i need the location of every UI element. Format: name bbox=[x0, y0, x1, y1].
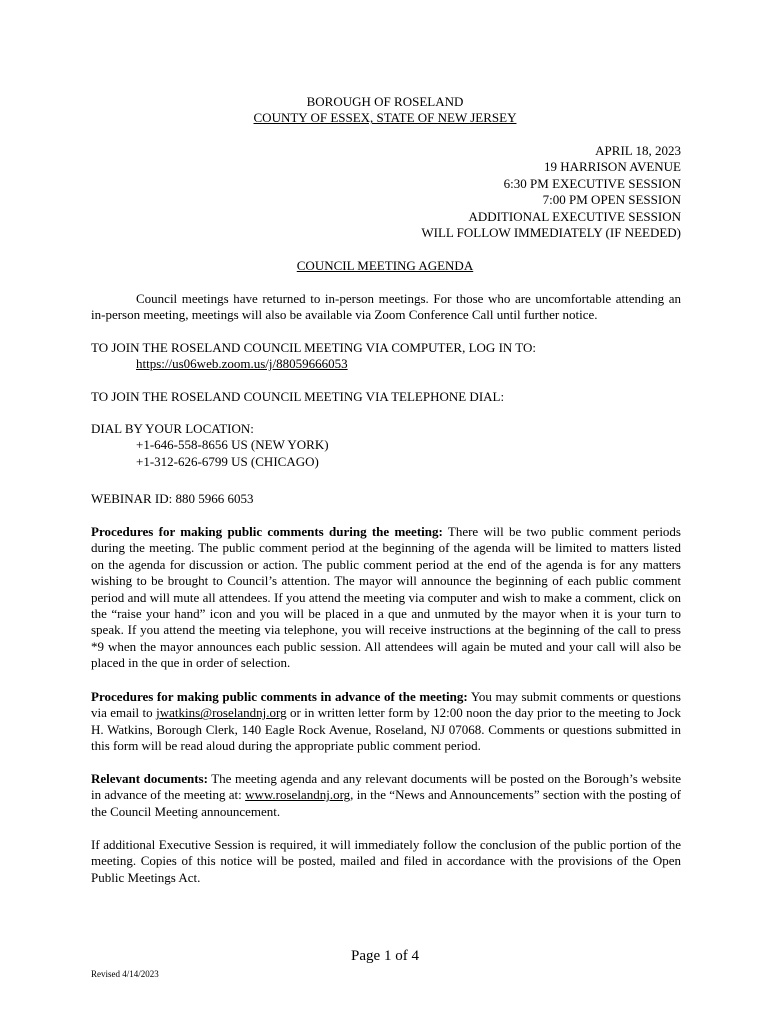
intro-paragraph: Council meetings have returned to in-person meetings. For those who are uncomfortable attending an in-person meeting, meetings will also be available via Zoom Conference Call until further notice. bbox=[91, 291, 681, 323]
procedures-advance-text-2: or in written letter form by 12:00 noon the day prior to the meeting to Jock H. Watkins, Borough Clerk, 140 Eagle Rock Avenue, Roseland, NJ 07068. Comments or questions submitted in this form will be read aloud during the appropriate public comment period. bbox=[91, 705, 682, 754]
phone-new-york: +1-646-558-8656 US (NEW YORK) bbox=[136, 437, 329, 453]
relevant-docs-text-2: , in the “News and Announcements” section with the posting of the Council Meeting announcement. bbox=[91, 787, 682, 819]
procedures-meeting-heading: Procedures for making public comments during the meeting: bbox=[91, 524, 443, 539]
webinar-id: WEBINAR ID: 880 5966 6053 bbox=[91, 491, 254, 506]
additional-session-note-2: WILL FOLLOW IMMEDIATELY (IF NEEDED) bbox=[421, 225, 681, 241]
relevant-docs-paragraph bbox=[91, 771, 681, 820]
meeting-info bbox=[421, 143, 681, 241]
header-county: COUNTY OF ESSEX, STATE OF NEW JERSEY bbox=[253, 110, 517, 126]
computer-join-label: TO JOIN THE ROSELAND COUNCIL MEETING VIA COMPUTER, LOG IN TO: bbox=[91, 340, 537, 355]
page-number: Page 1 of 4 bbox=[351, 948, 419, 964]
additional-session-note: ADDITIONAL EXECUTIVE SESSION bbox=[468, 208, 681, 224]
relevant-docs-heading: Relevant documents: bbox=[91, 771, 208, 786]
revision-date: Revised 4/14/2023 bbox=[91, 969, 159, 979]
header-borough: BOROUGH OF ROSELAND bbox=[306, 94, 464, 109]
dial-label: DIAL BY YOUR LOCATION: bbox=[91, 421, 254, 436]
open-session-time: 7:00 PM OPEN SESSION bbox=[542, 192, 681, 208]
executive-session-time: 6:30 PM EXECUTIVE SESSION bbox=[503, 175, 681, 191]
procedures-meeting-paragraph bbox=[91, 524, 681, 672]
procedures-advance-heading: Procedures for making public comments in advance of the meeting: bbox=[91, 689, 468, 704]
telephone-join-label: TO JOIN THE ROSELAND COUNCIL MEETING VIA TELEPHONE DIAL: bbox=[91, 389, 505, 404]
procedures-advance-paragraph bbox=[91, 689, 681, 755]
agenda-title: COUNCIL MEETING AGENDA bbox=[296, 258, 474, 273]
computer-join-section bbox=[91, 340, 681, 373]
procedures-meeting-text: There will be two public comment periods during the meeting. The public comment period at the beginning of the agenda will be limited to matters listed on the agenda for discussion or action. The public comment period at the end of the agenda is for any matters wishing to be brought to Council’s attention. The mayor will announce the beginning of each public comment period and will mute all attendees. If you attend the meeting via computer and wish to make a comment, click on the “raise your hand” icon and you will be placed in a que and unmuted by the mayor when it is your turn to speak. If you attend the meeting via telephone, you will receive instructions at the beginning of the call to press *9 when the mayor announces each public session. All attendees will again be muted and your call will also be placed in the que in order of selection. bbox=[91, 524, 681, 671]
borough-website-link[interactable]: www.roselandnj.org bbox=[245, 787, 351, 803]
procedures-advance-text-1: You may submit comments or questions via email to bbox=[91, 689, 681, 721]
meeting-date: APRIL 18, 2023 bbox=[595, 143, 681, 158]
dial-section bbox=[91, 421, 681, 470]
executive-session-note: If additional Executive Session is required, it will immediately follow the conclusion of the public portion of the meeting. Copies of this notice will be posted, mailed and filed in accordance with the provisions of the Open Public Meetings Act. bbox=[91, 837, 681, 885]
header bbox=[0, 94, 770, 127]
phone-chicago: +1-312-626-6799 US (CHICAGO) bbox=[136, 453, 319, 469]
relevant-docs-text-1: The meeting agenda and any relevant documents will be posted on the Borough’s website in advance of the meeting at: bbox=[91, 771, 682, 803]
meeting-location: 19 HARRISON AVENUE bbox=[544, 159, 681, 175]
clerk-email-link[interactable]: jwatkins@roselandnj.org bbox=[156, 705, 287, 721]
zoom-link[interactable]: https://us06web.zoom.us/j/88059666053 bbox=[136, 356, 348, 372]
